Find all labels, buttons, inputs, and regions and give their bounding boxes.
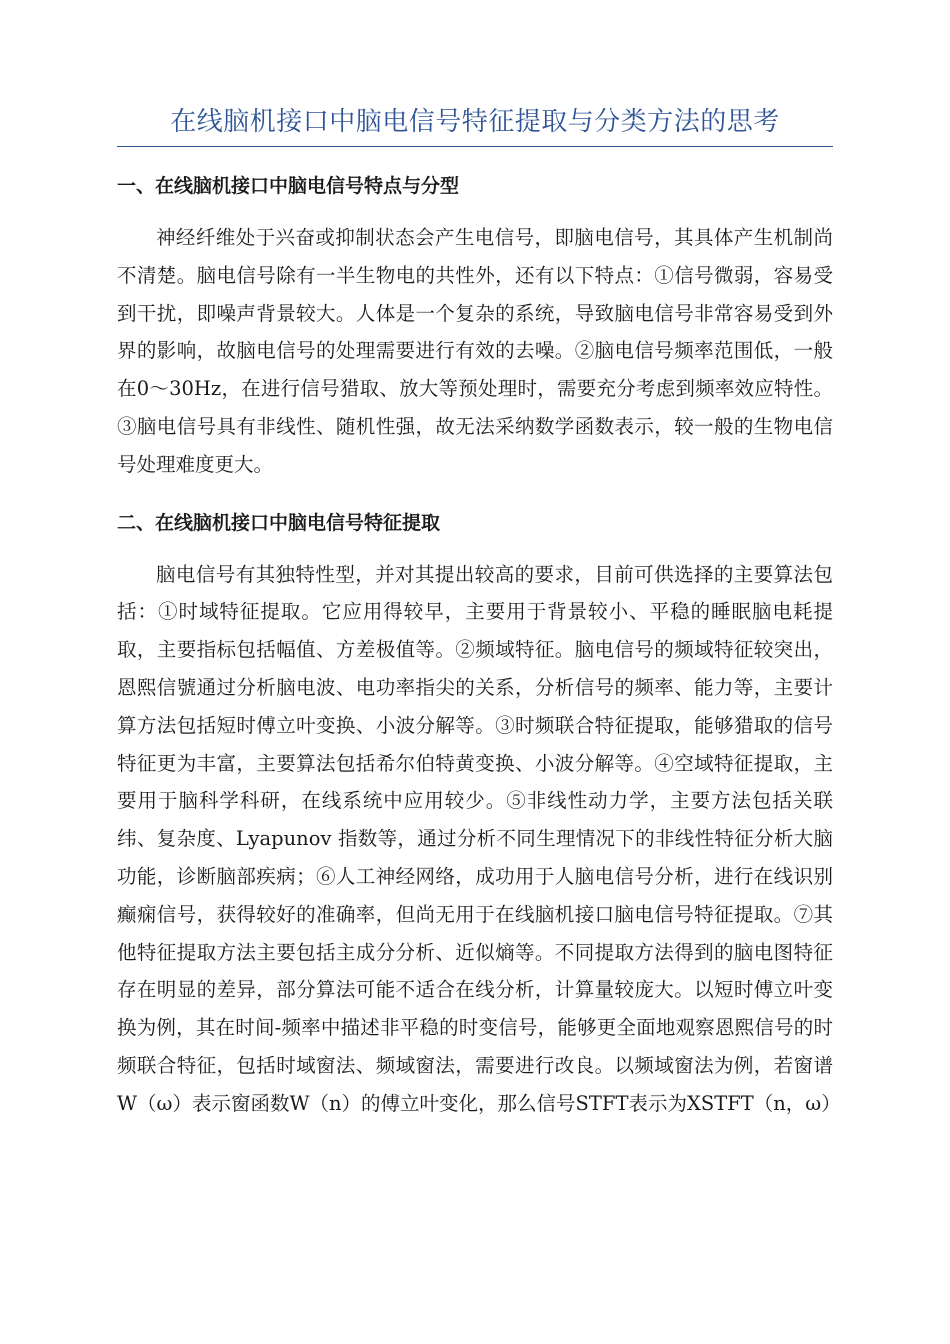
section-paragraph-2: 脑电信号有其独特性型，并对其提出较高的要求，目前可供选择的主要算法包括：①时域特征提取。它应用得较早，主要用于背景较小、平稳的睡眠脑电耗提取，主要指标包括幅值、方差极值等。②频域特征。脑电信号的频域特征较突出，恩熙信號通过分析脑电波、电功率指尖的关系，分析信号的频率、能力等，主要计算方法包括短时傅立叶变换、小波分解等。③时频联合特征提取，能够猎取的信号特征更为丰富，主要算法包括希尔伯特黄变换、小波分解等。④空域特征提取，主要用于脑科学科研，在线系统中应用较少。⑤非线性动力学，主要方法包括关联纬、复杂度、Lyapunov 指数等，通过分析不同生理情况下的非线性特征分析大脑功能，诊断脑部疾病；⑥人工神经网络，成功用于人脑电信号分析，进行在线识别癫痫信号，获得较好的准确率，但尚无用于在线脑机接口脑电信号特征提取。⑦其他特征提取方法主要包括主成分分析、近似熵等。不同提取方法得到的脑电图特征存在明显的差异，部分算法可能不适合在线分析，计算量较庞大。以短时傅立叶变换为例，其在时间-频率中描述非平稳的时变信号，能够更全面地观察恩熙信号的时频联合特征，包括时域窗法、频域窗法，需要进行改良。以频域窗法为例，若窗谱W（ω）表示窗函数W（n）的傅立叶变化，那么信号STFT表示为XSTFT（n，ω） <box>117 562 841 1115</box>
section-heading-1: 一、在线脑机接口中脑电信号特点与分型 <box>117 175 460 197</box>
document-page <box>117 105 841 1123</box>
section-paragraph-1: 神经纤维处于兴奋或抑制状态会产生电信号，即脑电信号，其具体产生机制尚不清楚。脑电信号除有一半生物电的共性外，还有以下特点：①信号微弱，容易受到干扰，即噪声背景较大。人体是一个复杂的系统，导致脑电信号非常容易受到外界的影响，故脑电信号的处理需要进行有效的去噪。②脑电信号频率范围低，一般在0～30Hz，在进行信号猎取、放大等预处理时，需要充分考虑到频率效应特性。③脑电信号具有非线性、随机性强，故无法采纳数学函数表示，较一般的生物电信号处理难度更大。 <box>117 226 833 476</box>
document-title: 在线脑机接口中脑电信号特征提取与分类方法的思考 <box>117 105 833 147</box>
section-heading-2: 二、在线脑机接口中脑电信号特征提取 <box>117 511 441 534</box>
